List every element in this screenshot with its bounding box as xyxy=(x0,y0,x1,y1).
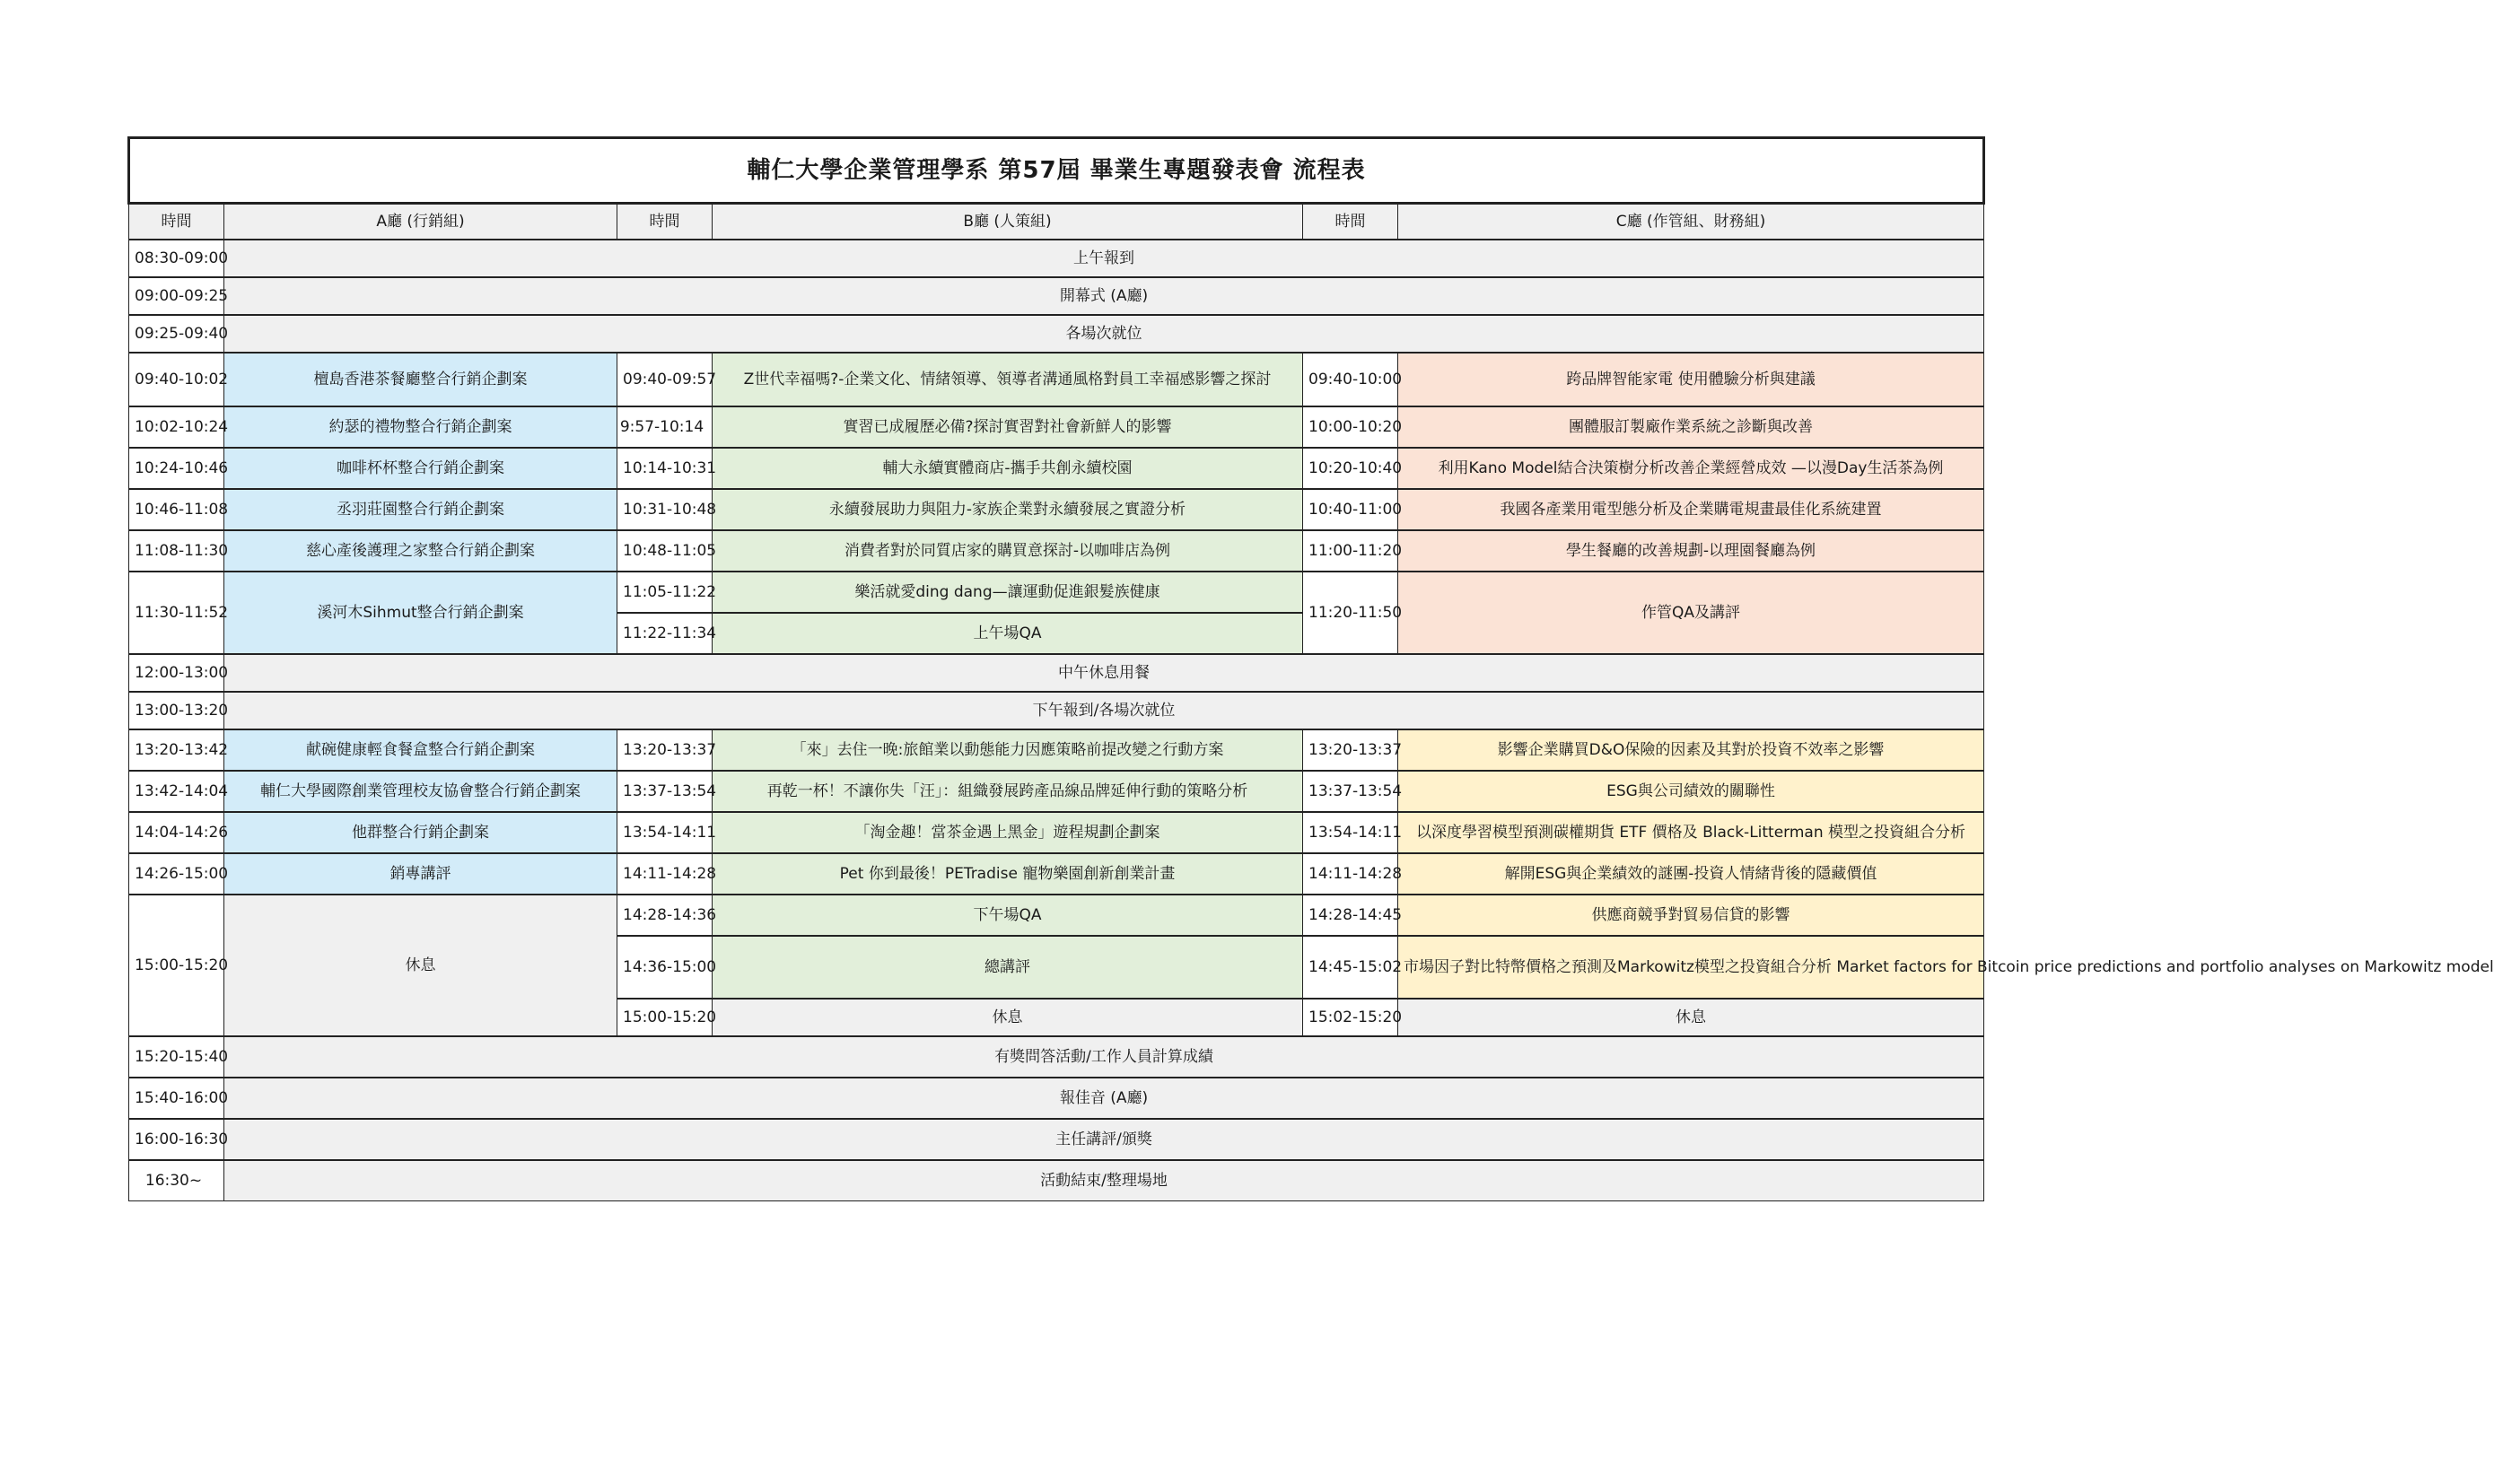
b-session-cell: Pet 你到最後！PETradise 寵物樂園創新創業計畫 xyxy=(713,853,1303,895)
event-cell: 開幕式 (A廳) xyxy=(224,277,1984,315)
a-time-cell: 13:20-13:42 xyxy=(129,729,224,771)
a-time-cell: 10:02-10:24 xyxy=(129,406,224,448)
a-session-cell: 休息 xyxy=(224,895,617,1036)
a-time-cell: 13:42-14:04 xyxy=(129,771,224,812)
session-row xyxy=(129,771,1984,812)
a-session-cell: 約瑟的禮物整合行銷企劃案 xyxy=(224,406,617,448)
a-session-cell: 輔仁大學國際創業管理校友協會整合行銷企劃案 xyxy=(224,771,617,812)
header-time-c: 時間 xyxy=(1303,204,1398,240)
b-session-cell: 消費者對於同質店家的購買意探討-以咖啡店為例 xyxy=(713,530,1303,572)
full-row xyxy=(129,1119,1984,1160)
b-time-cell: 09:40-09:57 xyxy=(617,353,713,406)
time-cell: 09:00-09:25 xyxy=(129,277,224,315)
a-session-cell: 咖啡杯杯整合行銷企劃案 xyxy=(224,448,617,489)
full-row xyxy=(129,1160,1984,1201)
full-row xyxy=(129,1036,1984,1078)
b-time-cell: 14:28-14:36 xyxy=(617,895,713,936)
session-row xyxy=(129,489,1984,530)
header-time-a: 時間 xyxy=(129,204,224,240)
a-time-cell: 10:46-11:08 xyxy=(129,489,224,530)
b-session-cell: 「來」去住一晚:旅館業以動態能力因應策略前提改變之行動方案 xyxy=(713,729,1303,771)
event-cell: 主任講評/頒獎 xyxy=(224,1119,1984,1160)
c-session-cell: 供應商競爭對貿易信貸的影響 xyxy=(1398,895,1984,936)
c-time-cell: 10:00-10:20 xyxy=(1303,406,1398,448)
b-time-cell: 9:57-10:14 xyxy=(617,406,713,448)
a-time-cell: 11:08-11:30 xyxy=(129,530,224,572)
c-session-cell: ESG與公司績效的關聯性 xyxy=(1398,771,1984,812)
session-row xyxy=(129,729,1984,771)
session-row xyxy=(129,448,1984,489)
b-time-cell: 14:36-15:00 xyxy=(617,936,713,999)
c-session-cell: 以深度學習模型預測碳權期貨 ETF 價格及 Black-Litterman 模型之投資組合分析 xyxy=(1398,812,1984,853)
a-time-cell: 15:00-15:20 xyxy=(129,895,224,1036)
time-cell: 15:40-16:00 xyxy=(129,1078,224,1119)
event-cell: 各場次就位 xyxy=(224,315,1984,353)
time-cell: 08:30-09:00 xyxy=(129,240,224,277)
full-row xyxy=(129,654,1984,692)
c-session-cell: 市場因子對比特幣價格之預測及Markowitz模型之投資組合分析 Market factors for Bitcoin price predictions and portfolio analyses on Markowitz model xyxy=(1398,936,1984,999)
c-time-cell: 09:40-10:00 xyxy=(1303,353,1398,406)
session-row xyxy=(129,853,1984,895)
full-row xyxy=(129,1078,1984,1119)
b-time-cell: 10:31-10:48 xyxy=(617,489,713,530)
a-session-cell: 檀島香港茶餐廳整合行銷企劃案 xyxy=(224,353,617,406)
page-title: 輔仁大學企業管理學系 第57屆 畢業生專題發表會 流程表 xyxy=(129,138,1984,204)
b-session-cell: 樂活就愛ding dang—讓運動促進銀髮族健康 xyxy=(713,572,1303,613)
b-session-cell: 輔大永續實體商店-攜手共創永續校園 xyxy=(713,448,1303,489)
time-cell: 16:00-16:30 xyxy=(129,1119,224,1160)
header-hall-a: A廳 (行銷組) xyxy=(224,204,617,240)
time-cell: 09:25-09:40 xyxy=(129,315,224,353)
header-hall-b: B廳 (人策組) xyxy=(713,204,1303,240)
b-session-cell: 「淘金趣！當茶金遇上黑金」遊程規劃企劃案 xyxy=(713,812,1303,853)
session-row xyxy=(129,812,1984,853)
c-session-cell: 我國各產業用電型態分析及企業購電規畫最佳化系統建置 xyxy=(1398,489,1984,530)
a-session-cell: 慈心產後護理之家整合行銷企劃案 xyxy=(224,530,617,572)
a-time-cell: 11:30-11:52 xyxy=(129,572,224,654)
b-time-cell: 15:00-15:20 xyxy=(617,999,713,1036)
event-cell: 有獎問答活動/工作人員計算成績 xyxy=(224,1036,1984,1078)
a-session-cell: 溪河木Sihmut整合行銷企劃案 xyxy=(224,572,617,654)
a-time-cell: 09:40-10:02 xyxy=(129,353,224,406)
c-time-cell: 13:54-14:11 xyxy=(1303,812,1398,853)
time-cell: 16:30~ xyxy=(129,1160,224,1201)
c-time-cell: 15:02-15:20 xyxy=(1303,999,1398,1036)
a-session-cell: 他群整合行銷企劃案 xyxy=(224,812,617,853)
b-time-cell: 11:22-11:34 xyxy=(617,613,713,654)
event-cell: 上午報到 xyxy=(224,240,1984,277)
c-session-cell: 學生餐廳的改善規劃-以理園餐廳為例 xyxy=(1398,530,1984,572)
c-session-cell: 團體服訂製廠作業系統之診斷與改善 xyxy=(1398,406,1984,448)
b-time-cell: 13:37-13:54 xyxy=(617,771,713,812)
b-time-cell: 14:11-14:28 xyxy=(617,853,713,895)
header-time-b: 時間 xyxy=(617,204,713,240)
c-session-cell: 休息 xyxy=(1398,999,1984,1036)
c-session-cell: 利用Kano Model結合決策樹分析改善企業經營成效 —以漫Day生活茶為例 xyxy=(1398,448,1984,489)
session-row xyxy=(129,530,1984,572)
c-time-cell: 14:11-14:28 xyxy=(1303,853,1398,895)
event-cell: 中午休息用餐 xyxy=(224,654,1984,692)
b-session-cell: 上午場QA xyxy=(713,613,1303,654)
b-session-cell: 永續發展助力與阻力-家族企業對永續發展之實證分析 xyxy=(713,489,1303,530)
a-session-cell: 銷專講評 xyxy=(224,853,617,895)
full-row xyxy=(129,692,1984,729)
full-row xyxy=(129,315,1984,353)
b-time-cell: 10:14-10:31 xyxy=(617,448,713,489)
b-session-cell: 實習已成履歷必備?探討實習對社會新鮮人的影響 xyxy=(713,406,1303,448)
c-time-cell: 14:28-14:45 xyxy=(1303,895,1398,936)
full-row xyxy=(129,277,1984,315)
a-session-cell: 丞羽莊園整合行銷企劃案 xyxy=(224,489,617,530)
event-cell: 下午報到/各場次就位 xyxy=(224,692,1984,729)
b-session-cell: 休息 xyxy=(713,999,1303,1036)
session-row xyxy=(129,895,1984,936)
c-session-cell: 影響企業購買D&O保險的因素及其對於投資不效率之影響 xyxy=(1398,729,1984,771)
c-session-cell: 跨品牌智能家電 使用體驗分析與建議 xyxy=(1398,353,1984,406)
c-time-cell: 10:20-10:40 xyxy=(1303,448,1398,489)
title-row xyxy=(129,138,1984,204)
a-time-cell: 14:26-15:00 xyxy=(129,853,224,895)
c-session-cell: 作管QA及講評 xyxy=(1398,572,1984,654)
b-session-cell: 總講評 xyxy=(713,936,1303,999)
schedule-table xyxy=(127,136,2494,1201)
c-session-cell: 解開ESG與企業績效的謎團-投資人情緒背後的隱藏價值 xyxy=(1398,853,1984,895)
time-cell: 15:20-15:40 xyxy=(129,1036,224,1078)
time-cell: 13:00-13:20 xyxy=(129,692,224,729)
header-row xyxy=(129,204,1984,240)
a-time-cell: 14:04-14:26 xyxy=(129,812,224,853)
c-time-cell: 10:40-11:00 xyxy=(1303,489,1398,530)
a-time-cell: 10:24-10:46 xyxy=(129,448,224,489)
b-session-cell: 再乾一杯！不讓你失「汪」：組織發展跨產品線品牌延伸行動的策略分析 xyxy=(713,771,1303,812)
session-row xyxy=(129,406,1984,448)
b-session-cell: Z世代幸福嗎?-企業文化、情緒領導、領導者溝通風格對員工幸福感影響之探討 xyxy=(713,353,1303,406)
b-time-cell: 13:54-14:11 xyxy=(617,812,713,853)
session-row xyxy=(129,353,1984,406)
b-time-cell: 10:48-11:05 xyxy=(617,530,713,572)
b-time-cell: 11:05-11:22 xyxy=(617,572,713,613)
c-time-cell: 13:20-13:37 xyxy=(1303,729,1398,771)
c-time-cell: 13:37-13:54 xyxy=(1303,771,1398,812)
session-row xyxy=(129,572,1984,613)
full-row xyxy=(129,240,1984,277)
event-cell: 報佳音 (A廳) xyxy=(224,1078,1984,1119)
b-session-cell: 下午場QA xyxy=(713,895,1303,936)
a-session-cell: 献碗健康輕食餐盒整合行銷企劃案 xyxy=(224,729,617,771)
c-time-cell: 14:45-15:02 xyxy=(1303,936,1398,999)
header-hall-c: C廳 (作管組、財務組) xyxy=(1398,204,1984,240)
event-cell: 活動結束/整理場地 xyxy=(224,1160,1984,1201)
time-cell: 12:00-13:00 xyxy=(129,654,224,692)
c-time-cell: 11:00-11:20 xyxy=(1303,530,1398,572)
b-time-cell: 13:20-13:37 xyxy=(617,729,713,771)
c-time-cell: 11:20-11:50 xyxy=(1303,572,1398,654)
